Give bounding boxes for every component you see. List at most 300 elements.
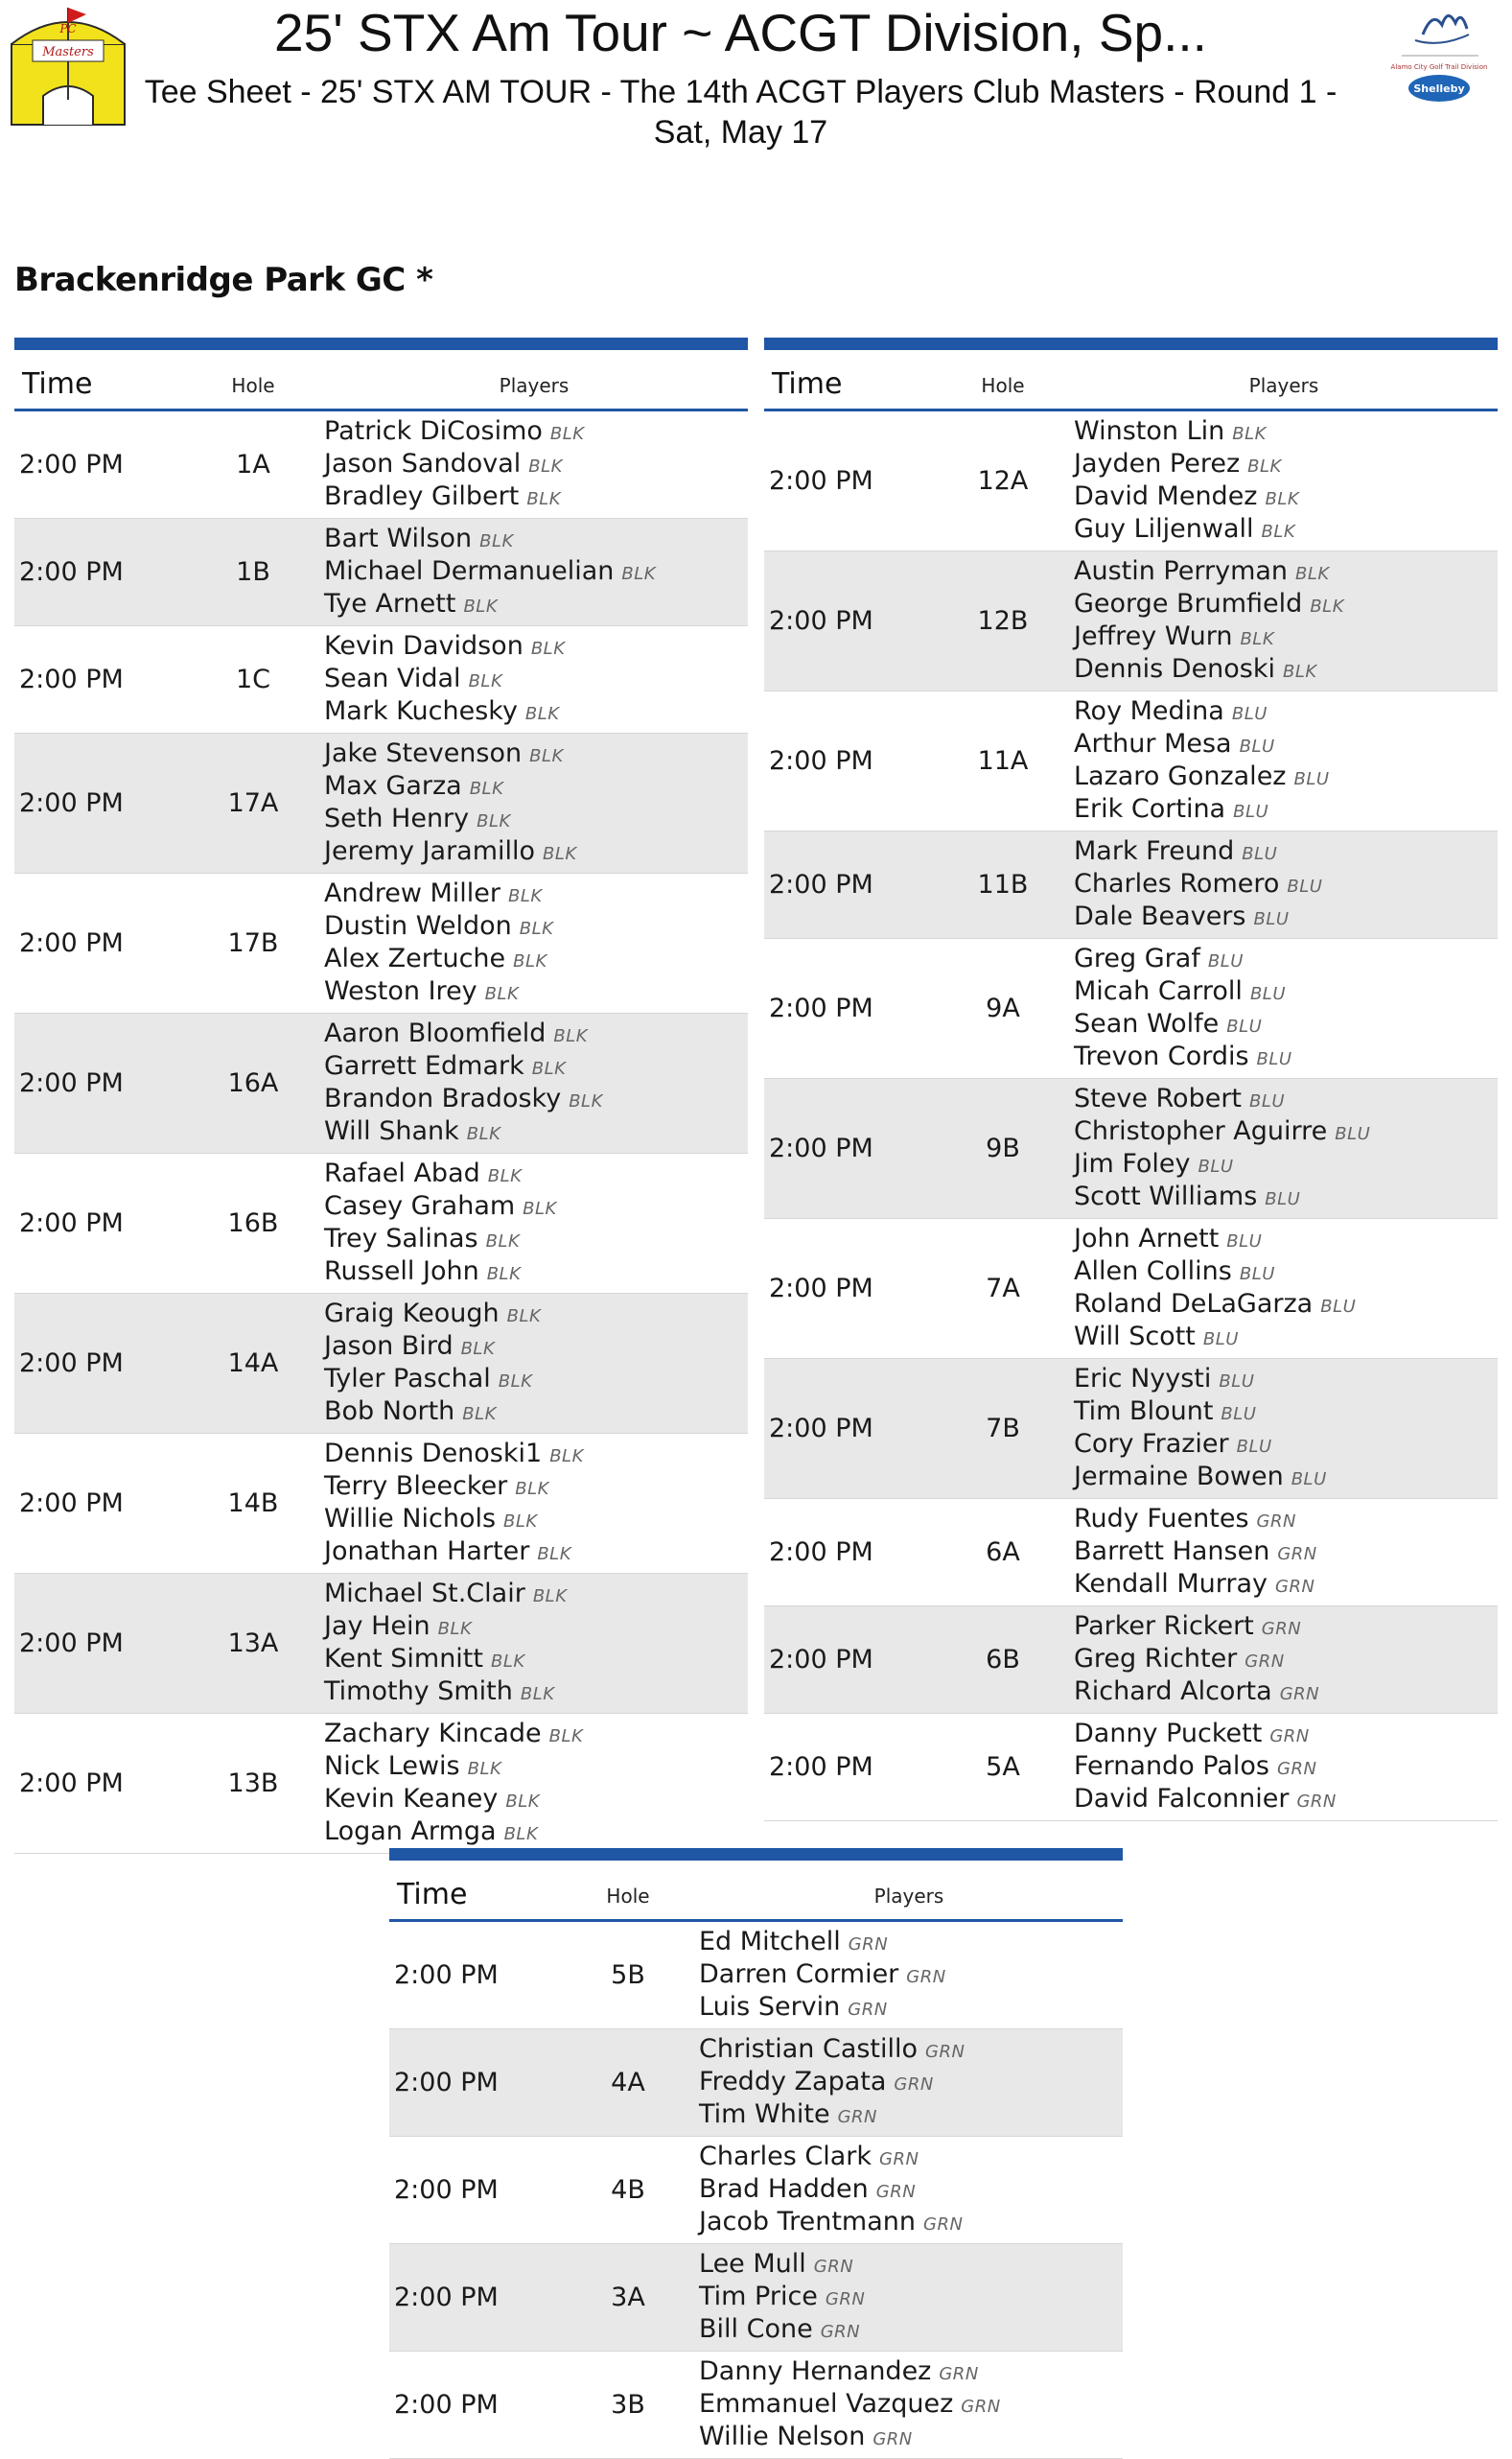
tee-box-code: BLK bbox=[506, 1306, 542, 1326]
player-name: Greg Graf bbox=[1074, 944, 1200, 973]
player-name: Winston Lin bbox=[1074, 416, 1225, 446]
tee-time-row bbox=[389, 1922, 1123, 2029]
player-name: Timothy Smith bbox=[324, 1676, 513, 1706]
tee-sheet-table-left bbox=[14, 338, 748, 1854]
tee-time-row bbox=[764, 831, 1498, 939]
svg-text:PC: PC bbox=[59, 22, 77, 35]
player-name: Allen Collins bbox=[1074, 1256, 1232, 1286]
player-list bbox=[324, 738, 577, 868]
tee-time-row bbox=[389, 2244, 1123, 2352]
tee-time-row bbox=[389, 2352, 1123, 2459]
tee-time: 2:00 PM bbox=[769, 1274, 873, 1303]
player-entry bbox=[1074, 415, 1299, 448]
tee-time: 2:00 PM bbox=[19, 1768, 124, 1798]
player-list bbox=[699, 2248, 865, 2346]
tee-time: 2:00 PM bbox=[769, 870, 873, 900]
tee-time-row bbox=[764, 411, 1498, 551]
player-entry bbox=[1074, 1255, 1356, 1288]
tee-box-code: BLK bbox=[486, 1264, 522, 1284]
player-name: Luis Servin bbox=[699, 1992, 841, 2022]
player-name: Zachary Kincade bbox=[324, 1719, 542, 1748]
player-entry bbox=[1074, 1288, 1356, 1321]
tee-time: 2:00 PM bbox=[394, 2283, 499, 2312]
player-entry bbox=[1074, 1181, 1370, 1213]
tee-box-code: GRN bbox=[1279, 1684, 1320, 1704]
tee-box-code: BLU bbox=[1198, 1157, 1234, 1177]
player-entry bbox=[324, 1503, 584, 1535]
player-name: Garrett Edmark bbox=[324, 1051, 524, 1081]
player-list bbox=[699, 2033, 965, 2131]
tee-box-code: BLK bbox=[543, 844, 577, 864]
tee-time-row bbox=[14, 411, 748, 519]
tee-box-code: BLU bbox=[1253, 909, 1290, 929]
player-name: Ed Mitchell bbox=[699, 1927, 841, 1956]
player-entry bbox=[1074, 1718, 1337, 1750]
player-entry bbox=[1074, 728, 1330, 761]
player-name: Jeffrey Wurn bbox=[1074, 621, 1233, 651]
player-name: Jason Bird bbox=[324, 1331, 454, 1361]
player-list bbox=[1074, 1083, 1370, 1213]
tee-box-code: BLU bbox=[1226, 1231, 1263, 1252]
tee-box-code: BLK bbox=[529, 746, 564, 766]
page-header bbox=[0, 0, 1512, 163]
player-entry bbox=[324, 1223, 557, 1255]
player-name: Tyler Paschal bbox=[324, 1364, 491, 1393]
tee-box-code: GRN bbox=[825, 2289, 866, 2309]
player-entry bbox=[1074, 1750, 1337, 1783]
player-name: Charles Romero bbox=[1074, 869, 1280, 899]
tee-box-code: BLK bbox=[467, 1759, 502, 1779]
player-list bbox=[324, 523, 656, 621]
player-name: Alex Zertuche bbox=[324, 944, 506, 973]
column-header-time: Time bbox=[772, 367, 843, 401]
starting-hole: 1C bbox=[235, 665, 271, 694]
starting-hole: 1A bbox=[236, 450, 270, 480]
player-name: Greg Richter bbox=[1074, 1644, 1238, 1674]
tee-time: 2:00 PM bbox=[19, 1068, 124, 1098]
tee-box-code: GRN bbox=[1261, 1619, 1302, 1639]
starting-hole: 5A bbox=[986, 1752, 1020, 1782]
player-entry bbox=[324, 1158, 557, 1190]
tee-box-code: BLK bbox=[549, 1446, 584, 1466]
player-entry bbox=[1074, 1115, 1370, 1148]
player-entry bbox=[1074, 1428, 1327, 1461]
tee-box-code: BLK bbox=[505, 1792, 541, 1812]
tee-box-code: BLK bbox=[477, 811, 511, 831]
player-name: Seth Henry bbox=[324, 804, 470, 833]
player-name: Rudy Fuentes bbox=[1074, 1504, 1249, 1534]
player-entry bbox=[324, 1643, 568, 1675]
tee-time: 2:00 PM bbox=[19, 557, 124, 587]
player-name: Nick Lewis bbox=[324, 1751, 460, 1781]
starting-hole: 6A bbox=[986, 1537, 1020, 1567]
tee-box-code: GRN bbox=[875, 2182, 917, 2202]
player-entry bbox=[1074, 1535, 1317, 1568]
player-list bbox=[1074, 415, 1299, 546]
course-name: Brackenridge Park GC * bbox=[14, 261, 433, 299]
column-header-players: Players bbox=[1248, 374, 1319, 397]
tee-box-code: GRN bbox=[906, 1967, 946, 1987]
player-name: Terry Bleecker bbox=[324, 1471, 508, 1501]
player-name: Andrew Miller bbox=[324, 878, 501, 908]
player-entry bbox=[1074, 555, 1344, 588]
player-entry bbox=[324, 1718, 583, 1750]
player-list bbox=[324, 1158, 557, 1288]
player-name: Aaron Bloomfield bbox=[324, 1019, 547, 1048]
player-name: Tim White bbox=[699, 2099, 830, 2129]
player-name: Jonathan Harter bbox=[324, 1536, 530, 1566]
tee-box-code: BLK bbox=[1232, 424, 1267, 444]
starting-hole: 5B bbox=[611, 1960, 645, 1990]
player-name: Kevin Davidson bbox=[324, 631, 523, 661]
player-name: Jermaine Bowen bbox=[1074, 1462, 1284, 1491]
tee-box-code: GRN bbox=[1277, 1759, 1317, 1779]
tee-box-code: BLK bbox=[487, 1166, 523, 1186]
tee-time-row bbox=[14, 1294, 748, 1434]
starting-hole: 13B bbox=[227, 1768, 279, 1798]
player-name: George Brumfield bbox=[1074, 589, 1303, 619]
player-entry bbox=[324, 1395, 541, 1428]
tee-box-code: GRN bbox=[813, 2257, 854, 2277]
tee-box-code: BLK bbox=[462, 1404, 497, 1424]
player-entry bbox=[1074, 621, 1344, 653]
player-entry bbox=[324, 975, 553, 1008]
player-entry bbox=[324, 1675, 568, 1708]
tee-time-row bbox=[764, 1079, 1498, 1219]
tee-box-code: BLU bbox=[1335, 1124, 1371, 1144]
starting-hole: 11B bbox=[977, 870, 1029, 900]
player-name: Arthur Mesa bbox=[1074, 729, 1232, 759]
player-name: Dennis Denoski bbox=[1074, 654, 1276, 684]
player-name: Jayden Perez bbox=[1074, 449, 1241, 479]
tee-box-code: GRN bbox=[1256, 1511, 1296, 1532]
player-entry bbox=[324, 1535, 584, 1568]
pc-masters-logo bbox=[10, 4, 127, 127]
player-entry bbox=[324, 878, 553, 910]
tee-box-code: GRN bbox=[837, 2107, 877, 2127]
tee-box-code: BLK bbox=[621, 564, 657, 584]
player-name: Brandon Bradosky bbox=[324, 1084, 562, 1113]
tee-box-code: BLU bbox=[1249, 984, 1286, 1004]
column-header-hole: Hole bbox=[606, 1885, 650, 1908]
tee-box-code: BLU bbox=[1256, 1049, 1292, 1069]
player-entry bbox=[324, 1190, 557, 1223]
player-name: David Falconnier bbox=[1074, 1784, 1290, 1814]
player-entry bbox=[324, 663, 566, 695]
starting-hole: 16A bbox=[227, 1068, 279, 1098]
starting-hole: 11A bbox=[977, 746, 1029, 776]
player-entry bbox=[1074, 1503, 1317, 1535]
tee-box-code: GRN bbox=[848, 2000, 888, 2020]
starting-hole: 13A bbox=[227, 1628, 279, 1658]
player-entry bbox=[324, 555, 656, 588]
tee-time: 2:00 PM bbox=[769, 1537, 873, 1567]
player-entry bbox=[699, 2421, 1001, 2453]
tee-time-row bbox=[14, 1014, 748, 1154]
player-list bbox=[699, 1926, 946, 2024]
player-list bbox=[1074, 1610, 1319, 1708]
tee-box-code: BLU bbox=[1236, 1437, 1272, 1457]
player-entry bbox=[324, 588, 656, 621]
tee-time: 2:00 PM bbox=[769, 994, 873, 1023]
tee-box-code: BLK bbox=[437, 1619, 473, 1639]
player-entry bbox=[324, 1750, 583, 1783]
tee-box-code: BLU bbox=[1202, 1329, 1239, 1349]
player-entry bbox=[324, 770, 577, 803]
tee-box-code: BLK bbox=[468, 671, 503, 691]
tee-time: 2:00 PM bbox=[769, 466, 873, 496]
player-entry bbox=[1074, 1783, 1337, 1815]
tee-box-code: BLU bbox=[1242, 844, 1278, 864]
tee-box-code: BLU bbox=[1221, 1404, 1257, 1424]
table-top-bar bbox=[389, 1848, 1123, 1861]
tee-time: 2:00 PM bbox=[394, 2175, 499, 2205]
player-entry bbox=[1074, 975, 1292, 1008]
tee-time: 2:00 PM bbox=[19, 450, 124, 480]
tee-sheet-table-right bbox=[764, 338, 1498, 1821]
tee-box-code: BLU bbox=[1287, 877, 1323, 897]
tee-time-row bbox=[14, 1574, 748, 1714]
tee-box-code: BLU bbox=[1226, 1017, 1263, 1037]
player-entry bbox=[1074, 588, 1344, 621]
player-list bbox=[1074, 1503, 1317, 1601]
tee-box-code: BLK bbox=[503, 1824, 539, 1844]
tee-time: 2:00 PM bbox=[394, 2068, 499, 2097]
player-entry bbox=[324, 630, 566, 663]
starting-hole: 7A bbox=[986, 1274, 1020, 1303]
tee-box-code: BLK bbox=[1265, 489, 1300, 509]
tee-box-code: BLU bbox=[1320, 1297, 1357, 1317]
player-name: Tye Arnett bbox=[324, 589, 456, 619]
player-name: David Mendez bbox=[1074, 481, 1258, 511]
starting-hole: 3A bbox=[611, 2283, 645, 2312]
tee-time: 2:00 PM bbox=[19, 1628, 124, 1658]
tee-box-code: BLK bbox=[498, 1371, 533, 1392]
tee-box-code: BLK bbox=[490, 1651, 525, 1672]
tee-time: 2:00 PM bbox=[394, 2390, 499, 2420]
tee-box-code: GRN bbox=[961, 2397, 1001, 2417]
player-name: Jake Stevenson bbox=[324, 738, 523, 768]
tee-time-row bbox=[389, 2029, 1123, 2137]
player-name: Weston Irey bbox=[324, 976, 477, 1006]
starting-hole: 16B bbox=[227, 1208, 279, 1238]
player-name: Kevin Keaney bbox=[324, 1784, 499, 1814]
tee-box-code: GRN bbox=[1244, 1651, 1285, 1672]
tee-box-code: BLK bbox=[460, 1339, 496, 1359]
player-entry bbox=[324, 910, 553, 943]
tee-box-code: BLU bbox=[1249, 1091, 1286, 1112]
player-name: Christian Castillo bbox=[699, 2034, 919, 2064]
player-entry bbox=[324, 1363, 541, 1395]
tee-time-row bbox=[14, 1714, 748, 1854]
player-name: Scott Williams bbox=[1074, 1182, 1258, 1211]
tee-box-code: BLK bbox=[519, 919, 554, 939]
player-name: John Arnett bbox=[1074, 1224, 1220, 1253]
player-name: Danny Hernandez bbox=[699, 2356, 932, 2386]
tee-box-code: BLK bbox=[524, 704, 560, 724]
player-list bbox=[1074, 1363, 1327, 1493]
table-top-bar bbox=[14, 338, 748, 350]
player-entry bbox=[699, 2313, 865, 2346]
player-entry bbox=[699, 2141, 963, 2173]
player-entry bbox=[1074, 448, 1299, 480]
tee-box-code: GRN bbox=[1277, 1544, 1317, 1564]
tee-time-row bbox=[14, 519, 748, 626]
player-entry bbox=[324, 1783, 583, 1815]
tee-sheet-table-bottom bbox=[389, 1848, 1123, 2459]
player-entry bbox=[1074, 513, 1299, 546]
column-header-time: Time bbox=[22, 367, 93, 401]
player-entry bbox=[1074, 1643, 1319, 1675]
player-entry bbox=[324, 803, 577, 835]
player-name: Emmanuel Vazquez bbox=[699, 2389, 954, 2419]
tee-box-code: BLK bbox=[1283, 662, 1317, 682]
tee-time-row bbox=[14, 1434, 748, 1574]
player-name: Dale Beavers bbox=[1074, 902, 1246, 931]
column-header-players: Players bbox=[499, 374, 570, 397]
player-entry bbox=[324, 448, 585, 480]
tee-time: 2:00 PM bbox=[19, 1488, 124, 1518]
player-name: Darren Cormier bbox=[699, 1959, 899, 1989]
tee-time: 2:00 PM bbox=[769, 606, 873, 636]
player-name: Willie Nelson bbox=[699, 2422, 866, 2451]
player-entry bbox=[1074, 868, 1322, 901]
player-entry bbox=[1074, 1083, 1370, 1115]
player-name: Roland DeLaGarza bbox=[1074, 1289, 1314, 1319]
player-name: Bradley Gilbert bbox=[324, 481, 520, 511]
player-name: Sean Wolfe bbox=[1074, 1009, 1220, 1039]
player-entry bbox=[1074, 695, 1330, 728]
tee-box-code: BLK bbox=[537, 1544, 572, 1564]
player-entry bbox=[699, 2066, 965, 2098]
tee-box-code: BLK bbox=[569, 1091, 603, 1112]
player-list bbox=[1074, 943, 1292, 1073]
player-name: Mark Freund bbox=[1074, 836, 1235, 866]
player-name: Trevon Cordis bbox=[1074, 1042, 1249, 1071]
tee-time: 2:00 PM bbox=[19, 665, 124, 694]
tee-box-code: BLU bbox=[1219, 1371, 1255, 1392]
starting-hole: 1B bbox=[236, 557, 270, 587]
player-name: Austin Perryman bbox=[1074, 556, 1289, 586]
player-entry bbox=[324, 738, 577, 770]
tee-time-row bbox=[764, 691, 1498, 831]
player-entry bbox=[324, 835, 577, 868]
player-name: Parker Rickert bbox=[1074, 1611, 1254, 1641]
player-name: Christopher Aguirre bbox=[1074, 1116, 1328, 1146]
player-entry bbox=[1074, 1461, 1327, 1493]
tee-box-code: BLU bbox=[1233, 802, 1269, 822]
player-entry bbox=[324, 695, 566, 728]
player-name: Roy Medina bbox=[1074, 696, 1224, 726]
player-name: Tim Blount bbox=[1074, 1396, 1214, 1426]
tee-box-code: BLK bbox=[515, 1479, 549, 1499]
player-entry bbox=[324, 1438, 584, 1470]
player-entry bbox=[324, 480, 585, 513]
page-title: 25' STX Am Tour ~ ACGT Division, Sp... bbox=[274, 3, 1207, 62]
player-name: Richard Alcorta bbox=[1074, 1676, 1272, 1706]
player-entry bbox=[699, 1958, 946, 1991]
tee-time: 2:00 PM bbox=[769, 1645, 873, 1674]
player-entry bbox=[1074, 1675, 1319, 1708]
player-entry bbox=[324, 1578, 568, 1610]
tee-box-code: BLK bbox=[548, 1726, 584, 1746]
player-entry bbox=[699, 1991, 946, 2024]
tee-box-code: BLK bbox=[466, 1124, 501, 1144]
player-entry bbox=[324, 1255, 557, 1288]
player-entry bbox=[699, 2206, 963, 2238]
player-entry bbox=[1074, 901, 1322, 933]
tee-box-code: BLK bbox=[1295, 564, 1330, 584]
player-list bbox=[324, 415, 585, 513]
player-entry bbox=[324, 523, 656, 555]
tee-box-code: BLK bbox=[1261, 522, 1296, 542]
player-entry bbox=[1074, 480, 1299, 513]
tee-box-code: BLU bbox=[1293, 769, 1330, 789]
tee-box-code: GRN bbox=[894, 2074, 934, 2095]
tee-box-code: BLU bbox=[1239, 737, 1275, 757]
player-entry bbox=[324, 1083, 603, 1115]
tee-box-code: BLK bbox=[528, 457, 563, 477]
player-name: Trey Salinas bbox=[324, 1224, 478, 1253]
player-name: Sean Vidal bbox=[324, 664, 461, 693]
player-entry bbox=[1074, 793, 1330, 826]
player-name: Danny Puckett bbox=[1074, 1719, 1263, 1748]
player-name: Lazaro Gonzalez bbox=[1074, 761, 1287, 791]
tee-time-row bbox=[14, 626, 748, 734]
tee-box-code: BLK bbox=[503, 1511, 538, 1532]
player-entry bbox=[1074, 1395, 1327, 1428]
player-name: Barrett Hansen bbox=[1074, 1536, 1270, 1566]
player-entry bbox=[324, 1050, 603, 1083]
tee-box-code: BLK bbox=[508, 886, 543, 906]
tee-time: 2:00 PM bbox=[19, 928, 124, 958]
tee-box-code: BLK bbox=[523, 1199, 557, 1219]
acgt-division-logo bbox=[1373, 6, 1505, 116]
tee-time: 2:00 PM bbox=[769, 1134, 873, 1163]
player-entry bbox=[699, 1926, 946, 1958]
player-list bbox=[324, 1018, 603, 1148]
player-entry bbox=[1074, 1568, 1317, 1601]
starting-hole: 4B bbox=[611, 2175, 645, 2205]
player-entry bbox=[1074, 1321, 1356, 1353]
player-list bbox=[699, 2355, 1001, 2453]
player-list bbox=[699, 2141, 963, 2238]
player-entry bbox=[699, 2355, 1001, 2388]
player-name: Tim Price bbox=[699, 2282, 818, 2311]
tee-box-code: BLU bbox=[1231, 704, 1268, 724]
player-name: Jason Sandoval bbox=[324, 449, 522, 479]
starting-hole: 9B bbox=[986, 1134, 1020, 1163]
player-name: Eric Nyysti bbox=[1074, 1364, 1212, 1393]
svg-text:Masters: Masters bbox=[42, 45, 94, 59]
tee-box-code: BLK bbox=[532, 1586, 568, 1606]
starting-hole: 12A bbox=[977, 466, 1029, 496]
player-name: Willie Nichols bbox=[324, 1504, 497, 1534]
starting-hole: 9A bbox=[986, 994, 1020, 1023]
player-name: Logan Armga bbox=[324, 1816, 497, 1846]
column-header-hole: Hole bbox=[231, 374, 275, 397]
player-name: Kendall Murray bbox=[1074, 1569, 1268, 1599]
tee-time: 2:00 PM bbox=[769, 1752, 873, 1782]
player-name: Patrick DiCosimo bbox=[324, 416, 543, 446]
tee-box-code: BLK bbox=[520, 1684, 555, 1704]
player-name: Bill Cone bbox=[699, 2314, 813, 2344]
tee-box-code: GRN bbox=[820, 2322, 861, 2342]
starting-hole: 17B bbox=[227, 928, 279, 958]
player-name: Mark Kuchesky bbox=[324, 696, 518, 726]
tee-box-code: BLK bbox=[479, 531, 514, 551]
tee-box-code: BLU bbox=[1265, 1189, 1301, 1209]
